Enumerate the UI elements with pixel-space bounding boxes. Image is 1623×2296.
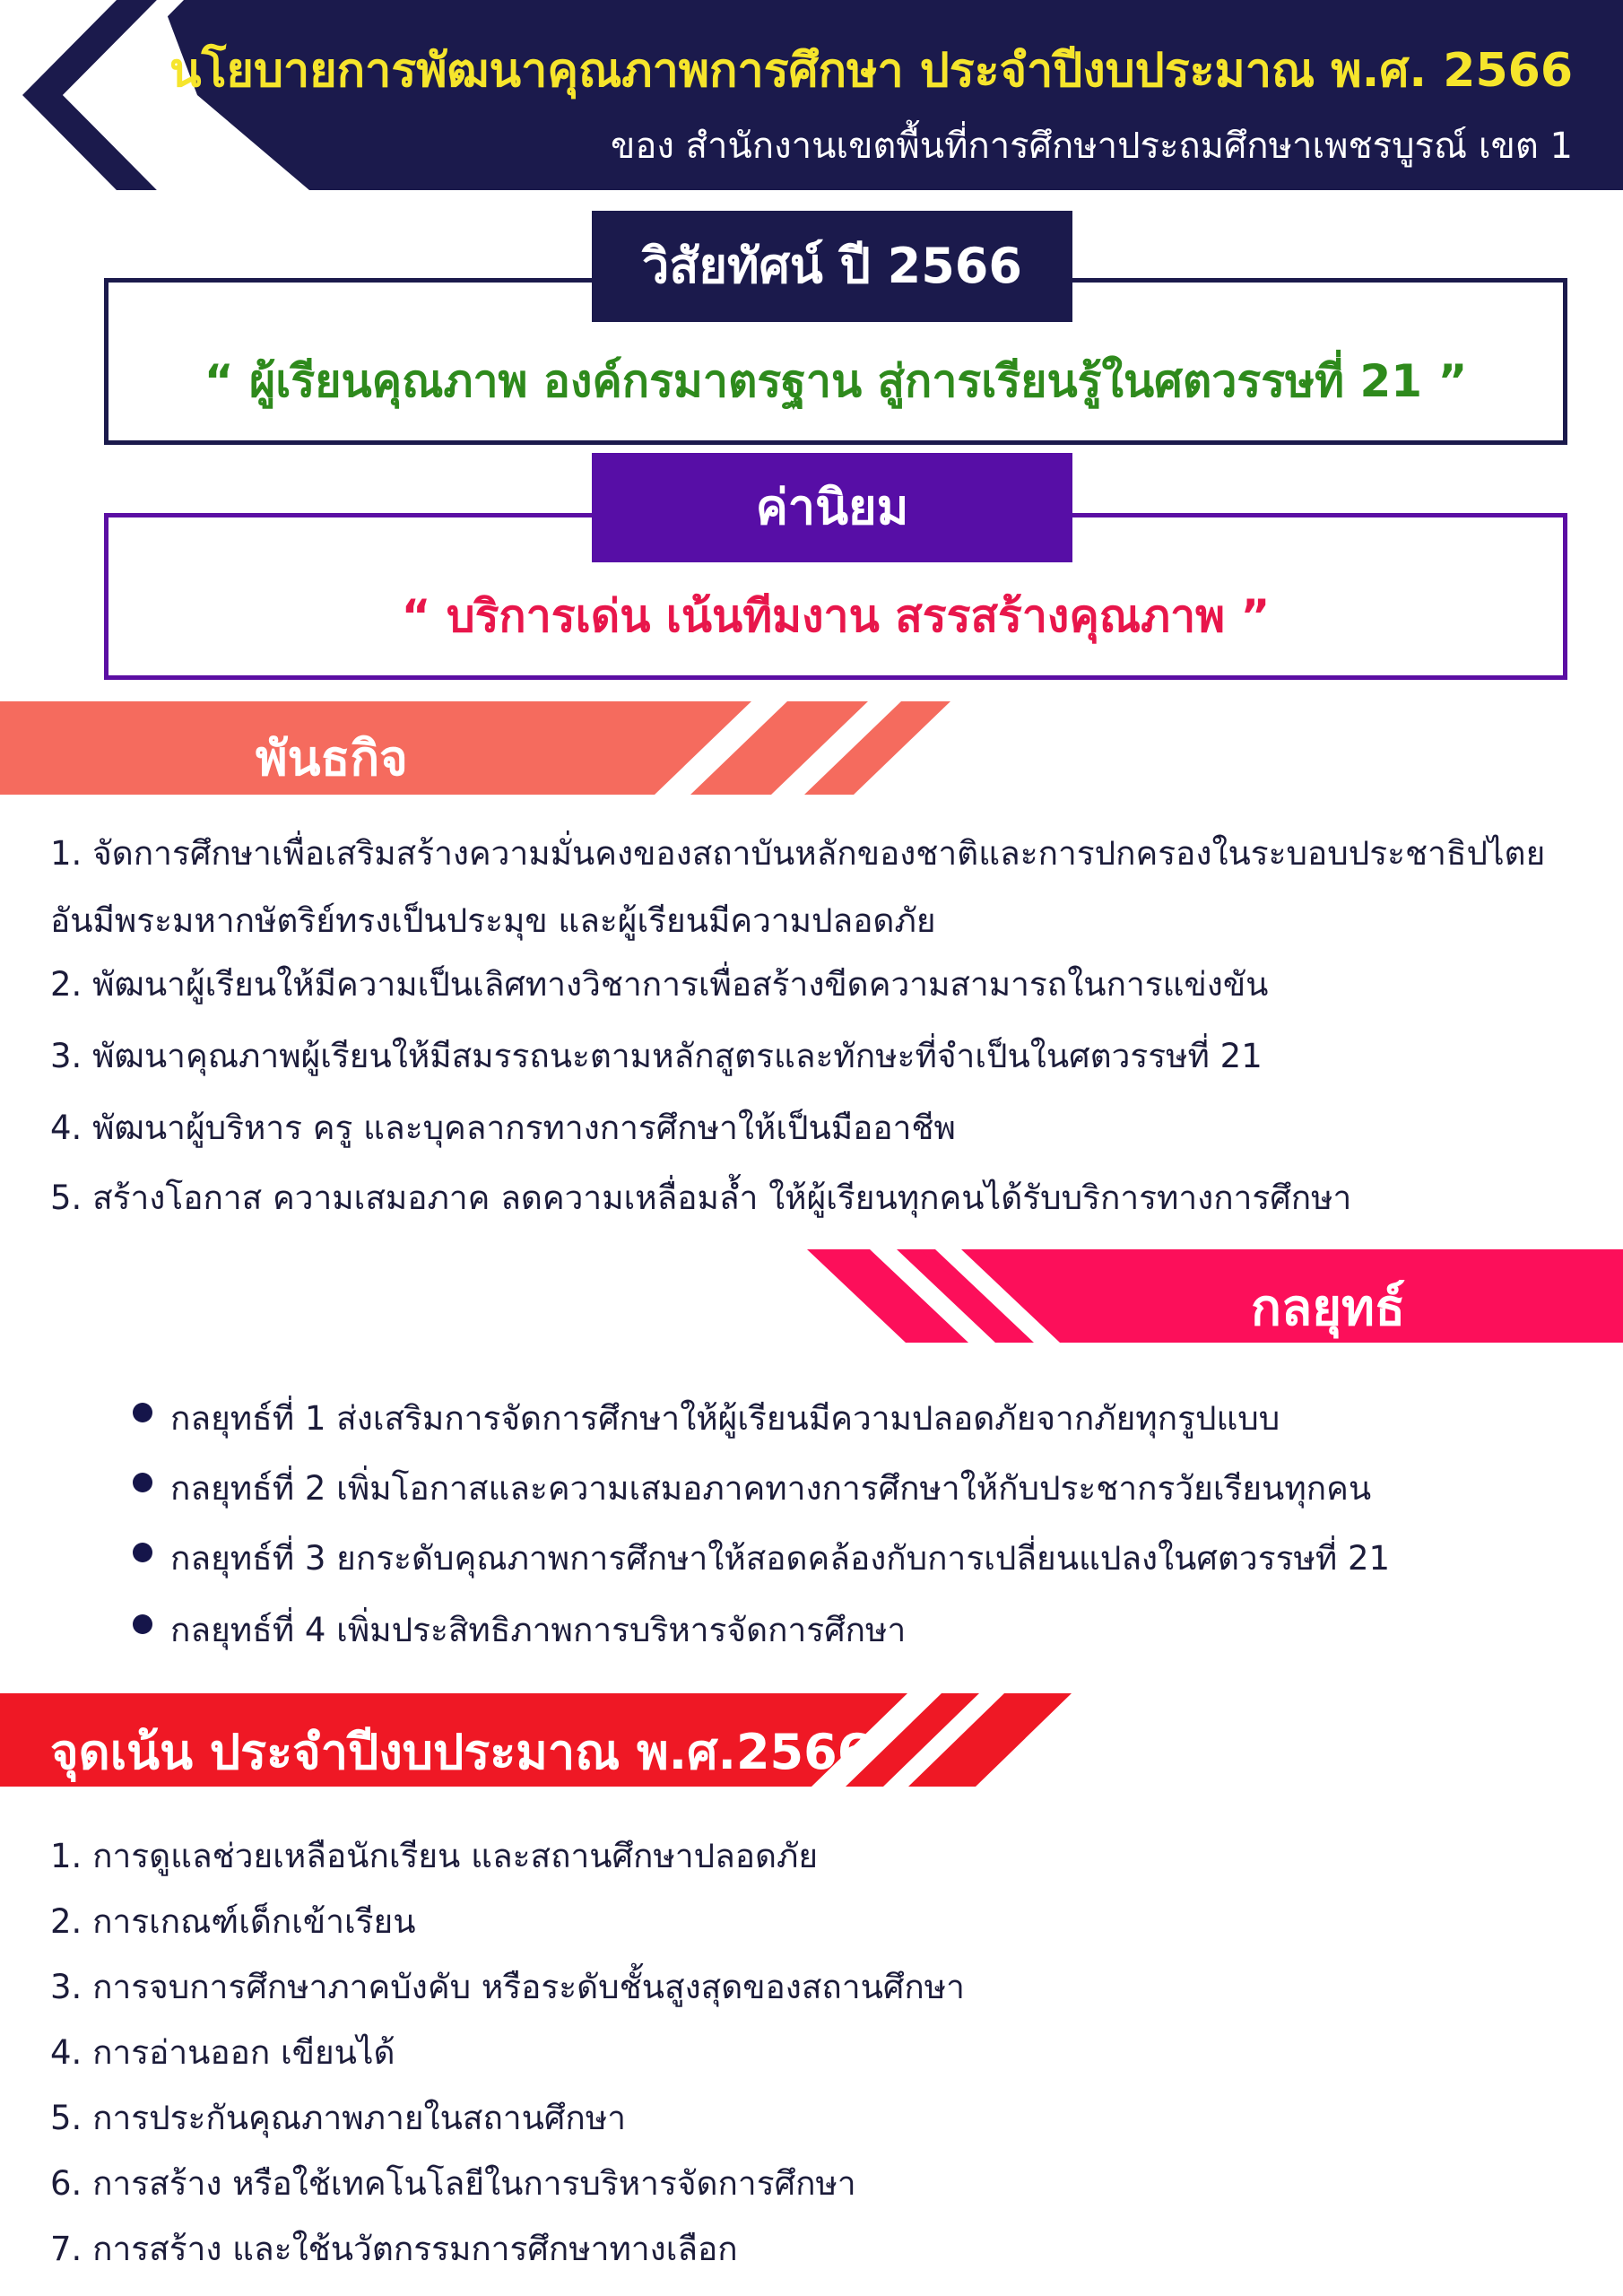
mission-line-1-cont: อันมีพระมหากษัตริย์ทรงเป็นประมุข และผู้เรียนมีความปลอดภัย — [50, 901, 936, 940]
mission-line-2: 2. พัฒนาผู้เรียนให้มีความเป็นเลิศทางวิชาการเพื่อสร้างขีดความสามารถในการแข่งขัน — [50, 965, 1269, 1004]
strategy-item-text: กลยุทธ์ที่ 2 เพิ่มโอกาสและความเสมอภาคทางการศึกษาให้กับประชากรวัยเรียนทุกคน — [170, 1469, 1372, 1508]
focus-item-1: 1. การดูแลช่วยเหลือนักเรียน และสถานศึกษาปลอดภัย — [50, 1837, 819, 1875]
strategy-banner — [807, 1249, 1623, 1343]
mission-line-4: 4. พัฒนาผู้บริหาร ครู และบุคลากรทางการศึกษาให้เป็นมืออาชีพ — [50, 1109, 956, 1147]
focus-heading: จุดเน้น ประจำปีงบประมาณ พ.ศ.2566 — [50, 1724, 872, 1780]
strategy-item — [170, 1392, 1280, 1445]
strategy-item-text: กลยุทธ์ที่ 3 ยกระดับคุณภาพการศึกษาให้สอดคล้องกับการเปลี่ยนแปลงในศตวรรษที่ 21 — [170, 1539, 1391, 1578]
strategy-item — [170, 1462, 1371, 1515]
mission-banner — [0, 701, 959, 795]
page-subtitle: ของ สำนักงานเขตพื้นที่การศึกษาประถมศึกษาเพชรบูรณ์ เขต 1 — [611, 126, 1573, 167]
mission-line-3: 3. พัฒนาคุณภาพผู้เรียนให้มีสมรรถนะตามหลักสูตรและทักษะที่จำเป็นในศตวรรษที่ 21 — [50, 1037, 1263, 1075]
strategy-item-text: กลยุทธ์ที่ 4 เพิ่มประสิทธิภาพการบริหารจัดการศึกษา — [170, 1611, 907, 1649]
mission-banner-graphic — [0, 701, 959, 795]
focus-banner — [0, 1693, 1076, 1787]
bullet-icon — [133, 1403, 152, 1422]
mission-heading: พันธกิจ — [256, 730, 408, 787]
focus-item-4: 4. การอ่านออก เขียนได้ — [50, 2033, 395, 2072]
strategy-heading: กลยุทธ์ — [1251, 1279, 1406, 1337]
vision-statement: “ ผู้เรียนคุณภาพ องค์กรมาตรฐาน สู่การเรียนรู้ในศตวรรษที่ 21 ” — [204, 355, 1468, 407]
page-title: นโยบายการพัฒนาคุณภาพการศึกษา ประจำปีงบประมาณ พ.ศ. 2566 — [169, 44, 1573, 98]
focus-item-6: 6. การสร้าง หรือใช้เทคโนโลยีในการบริหารจัดการศึกษา — [50, 2164, 856, 2203]
bullet-icon — [133, 1543, 152, 1562]
values-heading: ค่านิยม — [592, 453, 1072, 562]
bullet-icon — [133, 1473, 152, 1492]
vision-heading: วิสัยทัศน์ ปี 2566 — [592, 211, 1072, 322]
strategy-item — [170, 1532, 1390, 1585]
bullet-icon — [133, 1614, 152, 1634]
strategy-banner-graphic — [807, 1249, 1623, 1343]
values-statement: “ บริการเด่น เน้นทีมงาน สรรสร้างคุณภาพ ” — [401, 590, 1271, 642]
focus-item-3: 3. การจบการศึกษาภาคบังคับ หรือระดับชั้นสูงสุดของสถานศึกษา — [50, 1968, 965, 2006]
focus-item-7: 7. การสร้าง และใช้นวัตกรรมการศึกษาทางเลือก — [50, 2230, 738, 2268]
strategy-item — [170, 1604, 906, 1657]
header-banner — [0, 0, 1623, 190]
strategy-item-text: กลยุทธ์ที่ 1 ส่งเสริมการจัดการศึกษาให้ผู้เรียนมีความปลอดภัยจากภัยทุกรูปแบบ — [170, 1399, 1280, 1438]
focus-item-5: 5. การประกันคุณภาพภายในสถานศึกษา — [50, 2099, 626, 2137]
mission-line-1: 1. จัดการศึกษาเพื่อเสริมสร้างความมั่นคงของสถาบันหลักของชาติและการปกครองในระบอบประชาธิปไตย — [50, 834, 1546, 873]
mission-line-5: 5. สร้างโอกาส ความเสมอภาค ลดความเหลื่อมล้ำ ให้ผู้เรียนทุกคนได้รับบริการทางการศึกษา — [50, 1178, 1352, 1217]
focus-item-2: 2. การเกณฑ์เด็กเข้าเรียน — [50, 1902, 416, 1941]
